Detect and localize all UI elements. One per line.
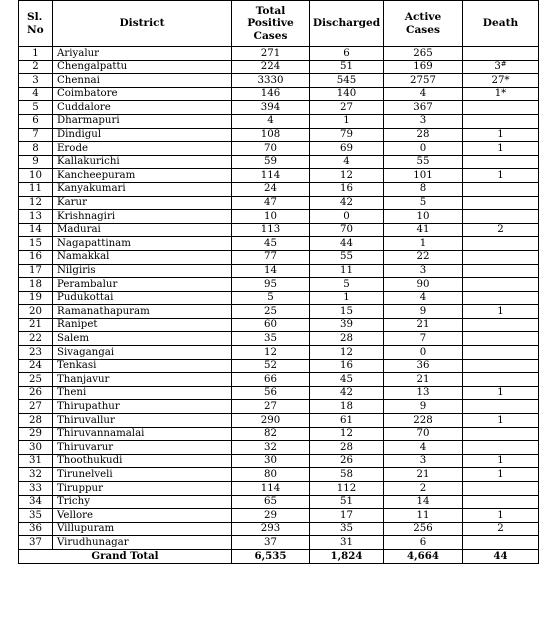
row-active: 1: [384, 237, 463, 251]
row-sl-no: 24: [19, 359, 53, 373]
row-total-positive: 77: [232, 250, 310, 264]
table-row: [19, 482, 539, 496]
table-row: [19, 495, 539, 509]
row-district: Salem: [53, 332, 232, 346]
row-district: Tenkasi: [53, 359, 232, 373]
row-discharged: 16: [310, 359, 384, 373]
row-discharged: 140: [310, 87, 384, 101]
row-discharged: 4: [310, 155, 384, 169]
row-active: 101: [384, 169, 463, 183]
row-discharged: 27: [310, 101, 384, 115]
row-discharged: 69: [310, 142, 384, 156]
row-active: 0: [384, 142, 463, 156]
row-death: 1: [463, 509, 539, 523]
table-row: [19, 318, 539, 332]
row-total-positive: 10: [232, 210, 310, 224]
row-death: [463, 400, 539, 414]
row-sl-no: 8: [19, 142, 53, 156]
row-active: 3: [384, 454, 463, 468]
row-sl-no: 9: [19, 155, 53, 169]
grand-total-row: [19, 549, 539, 563]
table-row: [19, 250, 539, 264]
row-sl-no: 20: [19, 305, 53, 319]
row-district: Vellore: [53, 509, 232, 523]
row-total-positive: 290: [232, 414, 310, 428]
row-sl-no: 15: [19, 237, 53, 251]
header-sl-no: Sl. No: [19, 1, 53, 47]
row-sl-no: 14: [19, 223, 53, 237]
row-sl-no: 5: [19, 101, 53, 115]
row-active: 10: [384, 210, 463, 224]
row-total-positive: 45: [232, 237, 310, 251]
table-row: [19, 305, 539, 319]
row-district: Virudhunagar: [53, 536, 232, 550]
row-active: 265: [384, 47, 463, 61]
row-total-positive: 65: [232, 495, 310, 509]
row-death: 2: [463, 223, 539, 237]
grand-total-active: 4,664: [384, 549, 463, 563]
row-death: [463, 536, 539, 550]
row-death: 1: [463, 386, 539, 400]
row-district: Sivagangai: [53, 346, 232, 360]
row-district: Cuddalore: [53, 101, 232, 115]
table-row: [19, 509, 539, 523]
row-death: [463, 332, 539, 346]
row-discharged: 35: [310, 522, 384, 536]
row-death: [463, 264, 539, 278]
row-discharged: 28: [310, 441, 384, 455]
row-total-positive: 95: [232, 278, 310, 292]
row-discharged: 39: [310, 318, 384, 332]
row-total-positive: 113: [232, 223, 310, 237]
header-total-positive: Total Positive Cases: [232, 1, 310, 47]
header-district: District: [53, 1, 232, 47]
row-discharged: 0: [310, 210, 384, 224]
row-discharged: 61: [310, 414, 384, 428]
row-total-positive: 29: [232, 509, 310, 523]
row-district: Villupuram: [53, 522, 232, 536]
row-district: Nagapattinam: [53, 237, 232, 251]
row-active: 2: [384, 482, 463, 496]
grand-total-discharged: 1,824: [310, 549, 384, 563]
row-discharged: 51: [310, 495, 384, 509]
row-discharged: 17: [310, 509, 384, 523]
row-active: 21: [384, 318, 463, 332]
header-row: [19, 1, 539, 47]
table-row: [19, 60, 539, 74]
row-sl-no: 22: [19, 332, 53, 346]
row-sl-no: 31: [19, 454, 53, 468]
table-row: [19, 414, 539, 428]
district-cases-table: [18, 0, 539, 564]
row-total-positive: 12: [232, 346, 310, 360]
row-discharged: 31: [310, 536, 384, 550]
row-death: [463, 210, 539, 224]
row-discharged: 5: [310, 278, 384, 292]
row-total-positive: 66: [232, 373, 310, 387]
table-row: [19, 223, 539, 237]
row-total-positive: 114: [232, 482, 310, 496]
row-district: Coimbatore: [53, 87, 232, 101]
row-active: 4: [384, 441, 463, 455]
table-row: [19, 386, 539, 400]
table-row: [19, 373, 539, 387]
row-sl-no: 6: [19, 114, 53, 128]
table-row: [19, 441, 539, 455]
death-footnote-mark: #: [500, 60, 507, 69]
row-sl-no: 25: [19, 373, 53, 387]
row-discharged: 70: [310, 223, 384, 237]
row-discharged: 6: [310, 47, 384, 61]
district-table-container: [18, 0, 538, 564]
row-active: 9: [384, 400, 463, 414]
row-discharged: 12: [310, 427, 384, 441]
row-district: Thoothukudi: [53, 454, 232, 468]
row-district: Ariyalur: [53, 47, 232, 61]
row-district: Trichy: [53, 495, 232, 509]
row-active: 0: [384, 346, 463, 360]
row-district: Kallakurichi: [53, 155, 232, 169]
row-death: [463, 495, 539, 509]
row-total-positive: 35: [232, 332, 310, 346]
row-total-positive: 271: [232, 47, 310, 61]
row-total-positive: 59: [232, 155, 310, 169]
row-death: [463, 291, 539, 305]
row-discharged: 1: [310, 291, 384, 305]
row-death: 1: [463, 128, 539, 142]
table-row: [19, 278, 539, 292]
row-sl-no: 30: [19, 441, 53, 455]
row-sl-no: 27: [19, 400, 53, 414]
row-sl-no: 34: [19, 495, 53, 509]
row-death: 1*: [463, 87, 539, 101]
table-row: [19, 87, 539, 101]
row-sl-no: 37: [19, 536, 53, 550]
row-district: Chengalpattu: [53, 60, 232, 74]
row-district: Thiruvallur: [53, 414, 232, 428]
row-district: Thanjavur: [53, 373, 232, 387]
table-row: [19, 468, 539, 482]
table-row: [19, 346, 539, 360]
row-total-positive: 27: [232, 400, 310, 414]
row-discharged: 42: [310, 196, 384, 210]
table-row: [19, 196, 539, 210]
row-active: 13: [384, 386, 463, 400]
row-active: 90: [384, 278, 463, 292]
row-discharged: 55: [310, 250, 384, 264]
table-row: [19, 101, 539, 115]
row-total-positive: 3330: [232, 74, 310, 88]
row-discharged: 79: [310, 128, 384, 142]
row-total-positive: 82: [232, 427, 310, 441]
row-total-positive: 114: [232, 169, 310, 183]
table-row: [19, 332, 539, 346]
row-active: 11: [384, 509, 463, 523]
row-total-positive: 293: [232, 522, 310, 536]
grand-total-positive: 6,535: [232, 549, 310, 563]
row-active: 8: [384, 182, 463, 196]
row-sl-no: 36: [19, 522, 53, 536]
row-death: 2: [463, 522, 539, 536]
row-death: 1: [463, 468, 539, 482]
row-district: Perambalur: [53, 278, 232, 292]
row-death: [463, 482, 539, 496]
row-sl-no: 2: [19, 60, 53, 74]
row-active: 169: [384, 60, 463, 74]
row-death: [463, 196, 539, 210]
row-total-positive: 60: [232, 318, 310, 332]
table-row: [19, 47, 539, 61]
row-sl-no: 1: [19, 47, 53, 61]
row-district: Tirunelveli: [53, 468, 232, 482]
row-discharged: 15: [310, 305, 384, 319]
row-total-positive: 224: [232, 60, 310, 74]
row-total-positive: 5: [232, 291, 310, 305]
table-row: [19, 522, 539, 536]
row-active: 256: [384, 522, 463, 536]
row-active: 22: [384, 250, 463, 264]
row-active: 41: [384, 223, 463, 237]
row-death: 1: [463, 454, 539, 468]
row-total-positive: 47: [232, 196, 310, 210]
row-death: [463, 47, 539, 61]
row-discharged: 58: [310, 468, 384, 482]
row-total-positive: 4: [232, 114, 310, 128]
row-active: 2757: [384, 74, 463, 88]
row-discharged: 42: [310, 386, 384, 400]
row-discharged: 12: [310, 169, 384, 183]
header-discharged: Discharged: [310, 1, 384, 47]
row-death: [463, 359, 539, 373]
row-active: 36: [384, 359, 463, 373]
row-death: [463, 278, 539, 292]
row-sl-no: 26: [19, 386, 53, 400]
row-total-positive: 24: [232, 182, 310, 196]
row-discharged: 12: [310, 346, 384, 360]
row-active: 21: [384, 468, 463, 482]
row-discharged: 44: [310, 237, 384, 251]
row-sl-no: 7: [19, 128, 53, 142]
row-active: 5: [384, 196, 463, 210]
row-sl-no: 18: [19, 278, 53, 292]
row-district: Kanyakumari: [53, 182, 232, 196]
table-row: [19, 74, 539, 88]
row-district: Chennai: [53, 74, 232, 88]
row-discharged: 26: [310, 454, 384, 468]
row-sl-no: 33: [19, 482, 53, 496]
row-district: Ramanathapuram: [53, 305, 232, 319]
row-discharged: 18: [310, 400, 384, 414]
row-total-positive: 394: [232, 101, 310, 115]
row-district: Madurai: [53, 223, 232, 237]
table-row: [19, 427, 539, 441]
row-active: 55: [384, 155, 463, 169]
row-death: [463, 427, 539, 441]
row-active: 228: [384, 414, 463, 428]
row-total-positive: 56: [232, 386, 310, 400]
row-sl-no: 32: [19, 468, 53, 482]
row-district: Theni: [53, 386, 232, 400]
row-district: Thiruvarur: [53, 441, 232, 455]
row-discharged: 545: [310, 74, 384, 88]
row-discharged: 112: [310, 482, 384, 496]
header-active: Active Cases: [384, 1, 463, 47]
row-death: [463, 373, 539, 387]
row-discharged: 51: [310, 60, 384, 74]
row-death: [463, 318, 539, 332]
row-death: [463, 155, 539, 169]
row-death: [463, 237, 539, 251]
row-active: 3: [384, 264, 463, 278]
table-row: [19, 291, 539, 305]
row-district: Dharmapuri: [53, 114, 232, 128]
table-row: [19, 155, 539, 169]
row-total-positive: 14: [232, 264, 310, 278]
row-active: 4: [384, 291, 463, 305]
table-body: [19, 47, 539, 550]
table-row: [19, 128, 539, 142]
row-sl-no: 28: [19, 414, 53, 428]
row-district: Erode: [53, 142, 232, 156]
row-death: 3#: [463, 60, 539, 74]
row-sl-no: 21: [19, 318, 53, 332]
row-death: 27*: [463, 74, 539, 88]
row-total-positive: 108: [232, 128, 310, 142]
row-sl-no: 3: [19, 74, 53, 88]
row-sl-no: 11: [19, 182, 53, 196]
row-total-positive: 146: [232, 87, 310, 101]
row-total-positive: 25: [232, 305, 310, 319]
table-row: [19, 182, 539, 196]
row-death: [463, 441, 539, 455]
row-active: 14: [384, 495, 463, 509]
row-death: 1: [463, 142, 539, 156]
row-active: 9: [384, 305, 463, 319]
row-discharged: 11: [310, 264, 384, 278]
row-death: 1: [463, 305, 539, 319]
row-death: 1: [463, 414, 539, 428]
row-total-positive: 32: [232, 441, 310, 455]
row-sl-no: 17: [19, 264, 53, 278]
table-row: [19, 169, 539, 183]
row-district: Karur: [53, 196, 232, 210]
row-discharged: 1: [310, 114, 384, 128]
row-district: Namakkal: [53, 250, 232, 264]
row-total-positive: 70: [232, 142, 310, 156]
table-row: [19, 142, 539, 156]
grand-total-label: Grand Total: [19, 549, 232, 563]
row-active: 7: [384, 332, 463, 346]
table-row: [19, 210, 539, 224]
row-sl-no: 13: [19, 210, 53, 224]
table-row: [19, 400, 539, 414]
row-district: Thirupathur: [53, 400, 232, 414]
row-discharged: 28: [310, 332, 384, 346]
row-discharged: 16: [310, 182, 384, 196]
row-active: 6: [384, 536, 463, 550]
table-row: [19, 536, 539, 550]
row-district: Kancheepuram: [53, 169, 232, 183]
row-sl-no: 35: [19, 509, 53, 523]
row-active: 4: [384, 87, 463, 101]
row-death: [463, 250, 539, 264]
row-sl-no: 10: [19, 169, 53, 183]
row-sl-no: 16: [19, 250, 53, 264]
row-district: Ranipet: [53, 318, 232, 332]
row-district: Pudukottai: [53, 291, 232, 305]
row-sl-no: 4: [19, 87, 53, 101]
table-row: [19, 359, 539, 373]
row-total-positive: 52: [232, 359, 310, 373]
row-death: [463, 101, 539, 115]
row-active: 70: [384, 427, 463, 441]
table-row: [19, 237, 539, 251]
row-sl-no: 23: [19, 346, 53, 360]
row-sl-no: 12: [19, 196, 53, 210]
row-death: [463, 182, 539, 196]
row-active: 3: [384, 114, 463, 128]
row-discharged: 45: [310, 373, 384, 387]
row-death: 1: [463, 169, 539, 183]
row-district: Tiruppur: [53, 482, 232, 496]
row-active: 367: [384, 101, 463, 115]
row-active: 28: [384, 128, 463, 142]
row-district: Thiruvannamalai: [53, 427, 232, 441]
row-total-positive: 80: [232, 468, 310, 482]
row-total-positive: 30: [232, 454, 310, 468]
grand-total-death: 44: [463, 549, 539, 563]
row-sl-no: 19: [19, 291, 53, 305]
row-death: [463, 114, 539, 128]
table-row: [19, 454, 539, 468]
row-sl-no: 29: [19, 427, 53, 441]
row-death: [463, 346, 539, 360]
table-row: [19, 114, 539, 128]
row-district: Nilgiris: [53, 264, 232, 278]
header-death: Death: [463, 1, 539, 47]
row-total-positive: 37: [232, 536, 310, 550]
row-active: 21: [384, 373, 463, 387]
row-district: Krishnagiri: [53, 210, 232, 224]
row-district: Dindigul: [53, 128, 232, 142]
table-row: [19, 264, 539, 278]
